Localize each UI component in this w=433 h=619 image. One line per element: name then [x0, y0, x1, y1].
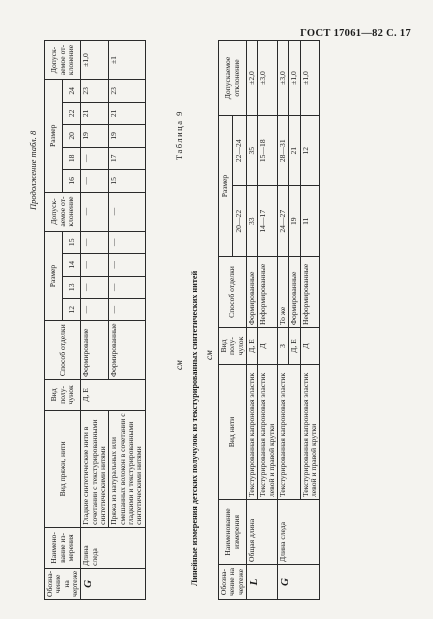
t8-h-tolerance-2: Допуск-аемое от-клонение [45, 41, 81, 80]
t9-r1-s1: 14—17 [258, 186, 278, 257]
t8-h-measure: Наимено-вание из-мерения [45, 527, 81, 568]
table-9-cm: см [204, 350, 214, 360]
t9-r3-product: Д, Е [289, 328, 300, 365]
t8-designation: G [81, 568, 145, 599]
t9-r2-tol: ±3,0 [278, 41, 289, 116]
t9-r0-s1: 33 [247, 186, 258, 257]
table-row [81, 41, 109, 600]
table-row [247, 41, 258, 600]
t9-h-product: Вид полу-чулок [219, 328, 247, 365]
t8-r1-20: 19 [81, 125, 109, 147]
t9-h-measure: Наименование измерения [219, 500, 247, 565]
t8-r2-24: 23 [109, 80, 145, 103]
t9-r2-des: G [278, 565, 320, 600]
t8-r2-22: 21 [109, 102, 145, 124]
t9-r0-measure: Общая длина [247, 500, 278, 565]
t8-r2-20: 19 [109, 125, 145, 147]
t8-h-size: Размер [45, 231, 63, 321]
t8-r1-18: — [81, 147, 109, 169]
t9-r3-method: Формированные [289, 257, 300, 328]
t9-r0-des: L [247, 565, 278, 600]
rotated-page-content [24, 40, 404, 600]
t8-method-2: Формированные [109, 321, 145, 379]
t9-r4-tol: ±1,0 [300, 41, 320, 116]
t8-tol-b: — [109, 192, 145, 231]
t9-r3-s2: 21 [289, 116, 300, 187]
t9-h-method: Способ отделки [219, 257, 247, 328]
t8-h-method: Способ отделки [45, 321, 81, 379]
t9-h-s2: 22—24 [233, 116, 247, 187]
t9-r2-product: З [278, 328, 289, 365]
t8-r1-24: 23 [81, 80, 109, 103]
t8-tol2: ±1 [109, 41, 145, 80]
t9-r1-tol: ±3,0 [258, 41, 278, 116]
t9-r1-s2: 15—18 [258, 116, 278, 187]
t9-r2-s1: 24—27 [278, 186, 289, 257]
t9-r4-s1: 11 [300, 186, 320, 257]
table-row [278, 41, 289, 600]
t8-c13: — [81, 276, 109, 298]
t9-h-size: Размер [219, 116, 233, 257]
t9-r0-tol: ±2,0 [247, 41, 258, 116]
t8-r2-18: 17 [109, 147, 145, 169]
table-9-header-row [219, 41, 233, 600]
t9-h-yarn: Вид нити [219, 365, 247, 500]
table-9-title: Линейные измерения детских получулок из текстурированных синтетических нитей [190, 270, 199, 586]
page-header: ГОСТ 17061—82 С. 17 [300, 28, 411, 39]
t9-r0-product: Д, Е [247, 328, 258, 365]
t8-c12: — [81, 299, 109, 321]
table-8-continuation [44, 40, 146, 600]
t8-h-size-13: 13 [63, 276, 81, 298]
t8-measure: Длина следа [81, 527, 145, 568]
t9-r4-s2: 12 [300, 116, 320, 187]
t9-r4-yarn: Текстурированная капроновая эластик левой и правой крутки [300, 365, 320, 500]
t9-r0-s2: 35 [247, 116, 258, 187]
t8-d14: — [109, 254, 145, 276]
t8-product: Д, Е [81, 379, 145, 410]
t8-r1-16: — [81, 170, 109, 192]
t9-r4-method: Неформированные [300, 257, 320, 328]
t9-r4-product: Д [300, 328, 320, 365]
table-9 [218, 40, 320, 600]
table-8-header-row [45, 41, 63, 600]
t8-d13: — [109, 276, 145, 298]
t9-r3-tol: ±1,0 [289, 41, 300, 116]
t9-r0-yarn: Текстурированная капроновая эластик [247, 365, 258, 500]
t8-yarn-2: Пряжа из натуральных или смешанных волокон в сочетании с гладкими и текстурированными синтетическими нитями [109, 410, 145, 527]
t9-r2-method: То же [278, 257, 289, 328]
t9-r2-yarn: Текстурированная капроновая эластик [278, 365, 301, 500]
t8-tol-a: — [81, 192, 109, 231]
t9-r3-s1: 19 [289, 186, 300, 257]
t8-h-size-16: 16 [63, 170, 81, 192]
t9-h-designation: Обозна-чение на чертеже [219, 565, 247, 600]
table-9-number: Таблица 9 [174, 110, 184, 160]
t8-d15: — [109, 231, 145, 253]
t8-c15: — [81, 231, 109, 253]
t8-h-size-15: 15 [63, 231, 81, 253]
t8-h-size-12: 12 [63, 299, 81, 321]
t8-tol1: ±1,0 [81, 41, 109, 80]
t8-h-size-22: 22 [63, 102, 81, 124]
t9-r1-product: Д [258, 328, 278, 365]
cm-label: см [174, 360, 184, 370]
t9-r2-measure: Длина следа [278, 500, 320, 565]
t9-r2-s2: 28—31 [278, 116, 289, 187]
t8-h-size-24: 24 [63, 80, 81, 103]
t8-h-product: Вид полу-чунок [45, 379, 81, 410]
t8-h-designation: Обозна-чение на чертеже [45, 568, 81, 599]
t8-h-yarn: Вид пряжи, нити [45, 410, 81, 527]
t8-c14: — [81, 254, 109, 276]
t9-h-tolerance: Допускаемое отклонение [219, 41, 247, 116]
t8-h-size-18: 18 [63, 147, 81, 169]
t8-r2-16: 15 [109, 170, 145, 192]
table-row [109, 41, 145, 600]
t9-r1-yarn: Текстурированная капроновая эластик левой и правой крутки [258, 365, 278, 500]
continuation-label: Продолжение табл. 8 [28, 130, 38, 210]
t8-h-tolerance: Допуск-аемое от-клонение [45, 192, 81, 231]
t8-yarn-1: Гладкие синтетические нити в сочетании с текстурированными синтетическими нитями [81, 410, 109, 527]
t8-h-size-2: Размер [45, 80, 63, 193]
t9-h-s1: 20—22 [233, 186, 247, 257]
t8-method-1: Формирование [81, 321, 109, 379]
t8-r1-22: 21 [81, 102, 109, 124]
t8-h-size-14: 14 [63, 254, 81, 276]
t9-r1-method: Неформированные [258, 257, 278, 328]
t9-r0-method: Формированные [247, 257, 258, 328]
t8-d12: — [109, 299, 145, 321]
t8-h-size-20: 20 [63, 125, 81, 147]
